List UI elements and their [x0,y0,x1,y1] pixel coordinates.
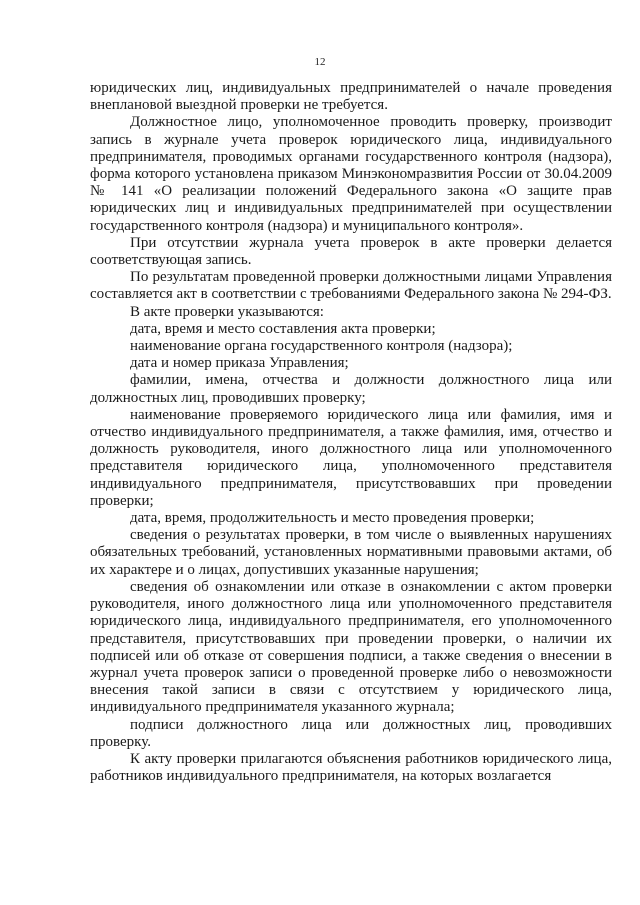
paragraph: В акте проверки указываются: [130,303,324,320]
list-item: дата, время и место составления акта проверки; [130,320,436,337]
page-number: 12 [314,56,326,68]
list-item: дата и номер приказа Управления; [130,355,349,372]
list-item: наименование проверяемого юридического лица или фамилия, имя и отчество индивидуального предпринимателя, а также фамилия, имя, отчество и должность руководителя, иного должностного лица или уполномоченного представителя юридического лица, уполномоченного представителя индивидуального предпринимателя, присутствовавших при проведении проверки; [90,406,612,509]
paragraph: К акту проверки прилагаются объяснения работников юридического лица, работников индивидуального предпринимателя, на которых возлагается [90,750,612,785]
list-item: сведения об ознакомлении или отказе в ознакомлении с актом проверки руководителя, иного должностного лица или уполномоченного представителя юридического лица, индивидуального предпринимателя, его уполномоченного представителя, присутствовавших при проведении проверки, о наличии их подписей или об отказе от совершения подписи, а также сведения о внесении в журнал учета проверок записи о проведенной проверке либо о невозможности внесения такой записи в связи с отсутствием у юридического лица, индивидуального предпринимателя указанного журнала; [90,578,612,716]
document-body [90,80,612,785]
list-item: дата, время, продолжительность и место проведения проверки; [130,510,535,527]
paragraph: юридических лиц, индивидуальных предпринимателей о начале проведения внеплановой выездной проверки не требуется. [90,80,612,114]
list-item: сведения о результатах проверки, в том числе о выявленных нарушениях обязательных требований, установленных нормативными правовыми актами, об их характере и о лицах, допустивших указанные нарушения; [90,527,612,578]
list-item: подписи должностного лица или должностных лиц, проводивших проверку. [90,716,612,750]
paragraph: По результатам проведенной проверки должностными лицами Управления составляется акт в соответствии с требованиями Федерального закона № 294-ФЗ. [90,269,612,303]
paragraph: Должностное лицо, уполномоченное проводить проверку, производит запись в журнале учета проверок юридического лица, индивидуального предпринимателя, проводимых органами государственного контроля (надзора), форма которого установлена приказом Минэкономразвития России от 30.04.2009 № 141 «О реализации положений Федерального закона «О защите прав юридических лиц и индивидуальных предпринимателей при осуществлении государственного контроля (надзора) и муниципального контроля». [90,114,612,234]
list-item: наименование органа государственного контроля (надзора); [130,338,513,355]
paragraph: При отсутствии журнала учета проверок в акте проверки делается соответствующая запись. [90,234,612,269]
list-item: фамилии, имена, отчества и должности должностного лица или должностных лиц, проводивших проверку; [90,372,612,406]
